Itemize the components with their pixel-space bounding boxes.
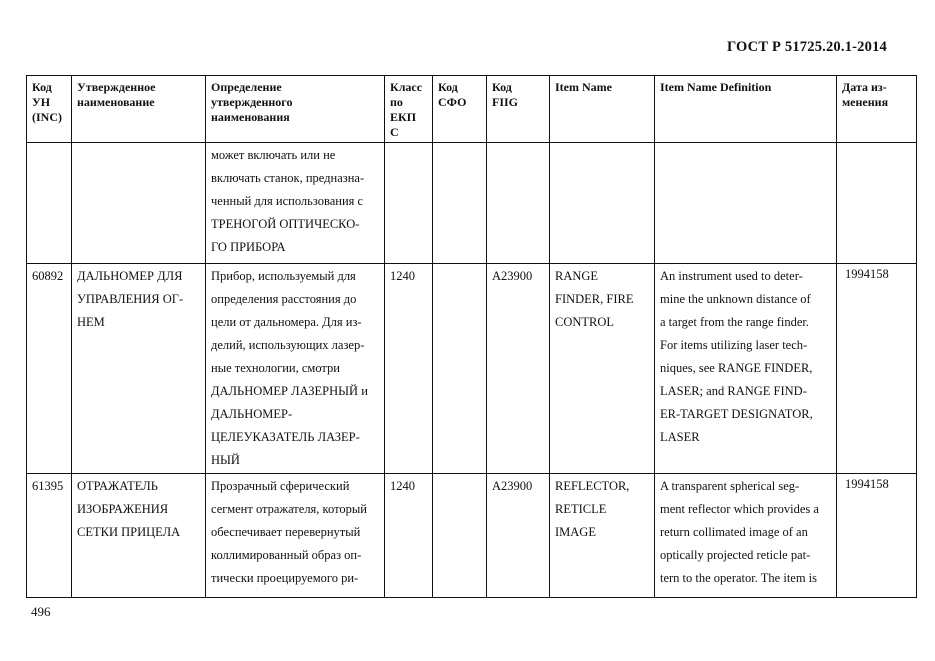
header-cell	[655, 76, 837, 143]
header-line: Класс	[390, 80, 423, 94]
table-row	[27, 264, 917, 474]
date-cell	[837, 143, 917, 264]
catalog-table	[26, 75, 917, 598]
definition-cell	[206, 143, 385, 264]
text-line: CONTROL	[555, 315, 615, 329]
text-line: цели от дальномера. Для из-	[211, 315, 362, 329]
text-line: IMAGE	[555, 525, 596, 539]
text-line: return collimated image of an	[660, 525, 808, 539]
header-line: Item Name	[555, 80, 612, 94]
text-line: может включать или не	[211, 148, 336, 162]
header-line: Item Name Definition	[660, 80, 772, 94]
header-line: СФО	[438, 95, 467, 109]
text-line: ГО ПРИБОРА	[211, 240, 286, 254]
text-line: mine the unknown distance of	[660, 292, 811, 306]
text-line: LASER	[660, 430, 700, 444]
code-cell	[27, 143, 72, 264]
class-cell: 1240	[385, 264, 433, 474]
name-cell	[72, 143, 206, 264]
text-line: ER-TARGET DESIGNATOR,	[660, 407, 813, 421]
header-line: FIIG	[492, 95, 519, 109]
text-line: a target from the range finder.	[660, 315, 810, 329]
text-line: ИЗОБРАЖЕНИЯ	[77, 502, 169, 516]
text-line: включать станок, предназна-	[211, 171, 365, 185]
header-cell	[837, 76, 917, 143]
text-line: RETICLE	[555, 502, 607, 516]
text-line: ment reflector which provides a	[660, 502, 819, 516]
name-cell	[72, 474, 206, 598]
text-line: ДАЛЬНОМЕР-	[211, 407, 293, 421]
text-line: A transparent spherical seg-	[660, 479, 800, 493]
sfo-cell	[433, 264, 487, 474]
header-line: Код	[492, 80, 512, 94]
header-cell	[550, 76, 655, 143]
header-cell	[27, 76, 72, 143]
text-line: определения расстояния до	[211, 292, 357, 306]
text-line: optically projected reticle pat-	[660, 548, 811, 562]
name-cell	[72, 264, 206, 474]
header-cell	[72, 76, 206, 143]
table-row	[27, 474, 917, 598]
text-line: сегмент отражателя, который	[211, 502, 367, 516]
header-line: по	[390, 95, 403, 109]
table-row	[27, 143, 917, 264]
header-cell	[433, 76, 487, 143]
text-line: СЕТКИ ПРИЦЕЛА	[77, 525, 181, 539]
fiig-cell: A23900	[487, 474, 550, 598]
text-line: ТРЕНОГОЙ ОПТИЧЕСКО-	[211, 217, 360, 231]
text-line: tern to the operator. The item is	[660, 571, 818, 585]
text-line: коллимированный образ оп-	[211, 548, 362, 562]
fiig-cell: A23900	[487, 264, 550, 474]
header-line: Утвержденное	[77, 80, 156, 94]
text-line: обеспечивает перевернутый	[211, 525, 361, 539]
definition-cell	[206, 474, 385, 598]
text-line: НЫЙ	[211, 453, 240, 467]
text-line: ДАЛЬНОМЕР ДЛЯ	[77, 269, 183, 283]
header-line: УН	[32, 95, 51, 109]
header-row	[27, 76, 917, 143]
item-name-cell	[550, 474, 655, 598]
sfo-cell	[433, 474, 487, 598]
date-cell: 1994158	[837, 474, 917, 598]
text-line: тически проецируемого ри-	[211, 571, 359, 585]
text-line: FINDER, FIRE	[555, 292, 634, 306]
text-line: LASER; and RANGE FIND-	[660, 384, 807, 398]
header-line: Определение	[211, 80, 282, 94]
header-line: наименование	[77, 95, 155, 109]
header-cell	[206, 76, 385, 143]
header-line: утвержденного	[211, 95, 293, 109]
class-cell: 1240	[385, 474, 433, 598]
item-def-cell	[655, 143, 837, 264]
text-line: делий, использующих лазер-	[211, 338, 365, 352]
text-line: RANGE	[555, 269, 599, 283]
text-line: REFLECTOR,	[555, 479, 630, 493]
item-def-cell	[655, 474, 837, 598]
header-line: наименования	[211, 110, 290, 124]
date-cell: 1994158	[837, 264, 917, 474]
header-line: (INC)	[32, 110, 62, 124]
header-line: Код	[438, 80, 458, 94]
header-line: ЕКП	[390, 110, 417, 124]
item-name-cell	[550, 264, 655, 474]
header-line: Код	[32, 80, 52, 94]
text-line: An instrument used to deter-	[660, 269, 803, 283]
text-line: УПРАВЛЕНИЯ ОГ-	[77, 292, 184, 306]
header-cell	[385, 76, 433, 143]
page-number: 496	[31, 604, 51, 619]
item-def-cell	[655, 264, 837, 474]
text-line: ченный для использования с	[211, 194, 364, 208]
text-line: For items utilizing laser tech-	[660, 338, 808, 352]
header-line: Дата из-	[842, 80, 887, 94]
code-cell: 60892	[27, 264, 72, 474]
text-line: niques, see RANGE FINDER,	[660, 361, 813, 375]
text-line: ные технологии, смотри	[211, 361, 340, 375]
item-name-cell	[550, 143, 655, 264]
text-line: Прибор, используемый для	[211, 269, 356, 283]
class-cell	[385, 143, 433, 264]
code-cell: 61395	[27, 474, 72, 598]
text-line: Прозрачный сферический	[211, 479, 350, 493]
document-id: ГОСТ Р 51725.20.1-2014	[726, 39, 887, 55]
text-line: ЦЕЛЕУКАЗАТЕЛЬ ЛАЗЕР-	[211, 430, 360, 444]
header-line: менения	[842, 95, 889, 109]
definition-cell	[206, 264, 385, 474]
fiig-cell	[487, 143, 550, 264]
header-cell	[487, 76, 550, 143]
sfo-cell	[433, 143, 487, 264]
header-line: С	[390, 125, 399, 139]
text-line: ОТРАЖАТЕЛЬ	[77, 479, 158, 493]
text-line: ДАЛЬНОМЕР ЛАЗЕРНЫЙ и	[211, 384, 368, 398]
text-line: НЕМ	[77, 315, 105, 329]
